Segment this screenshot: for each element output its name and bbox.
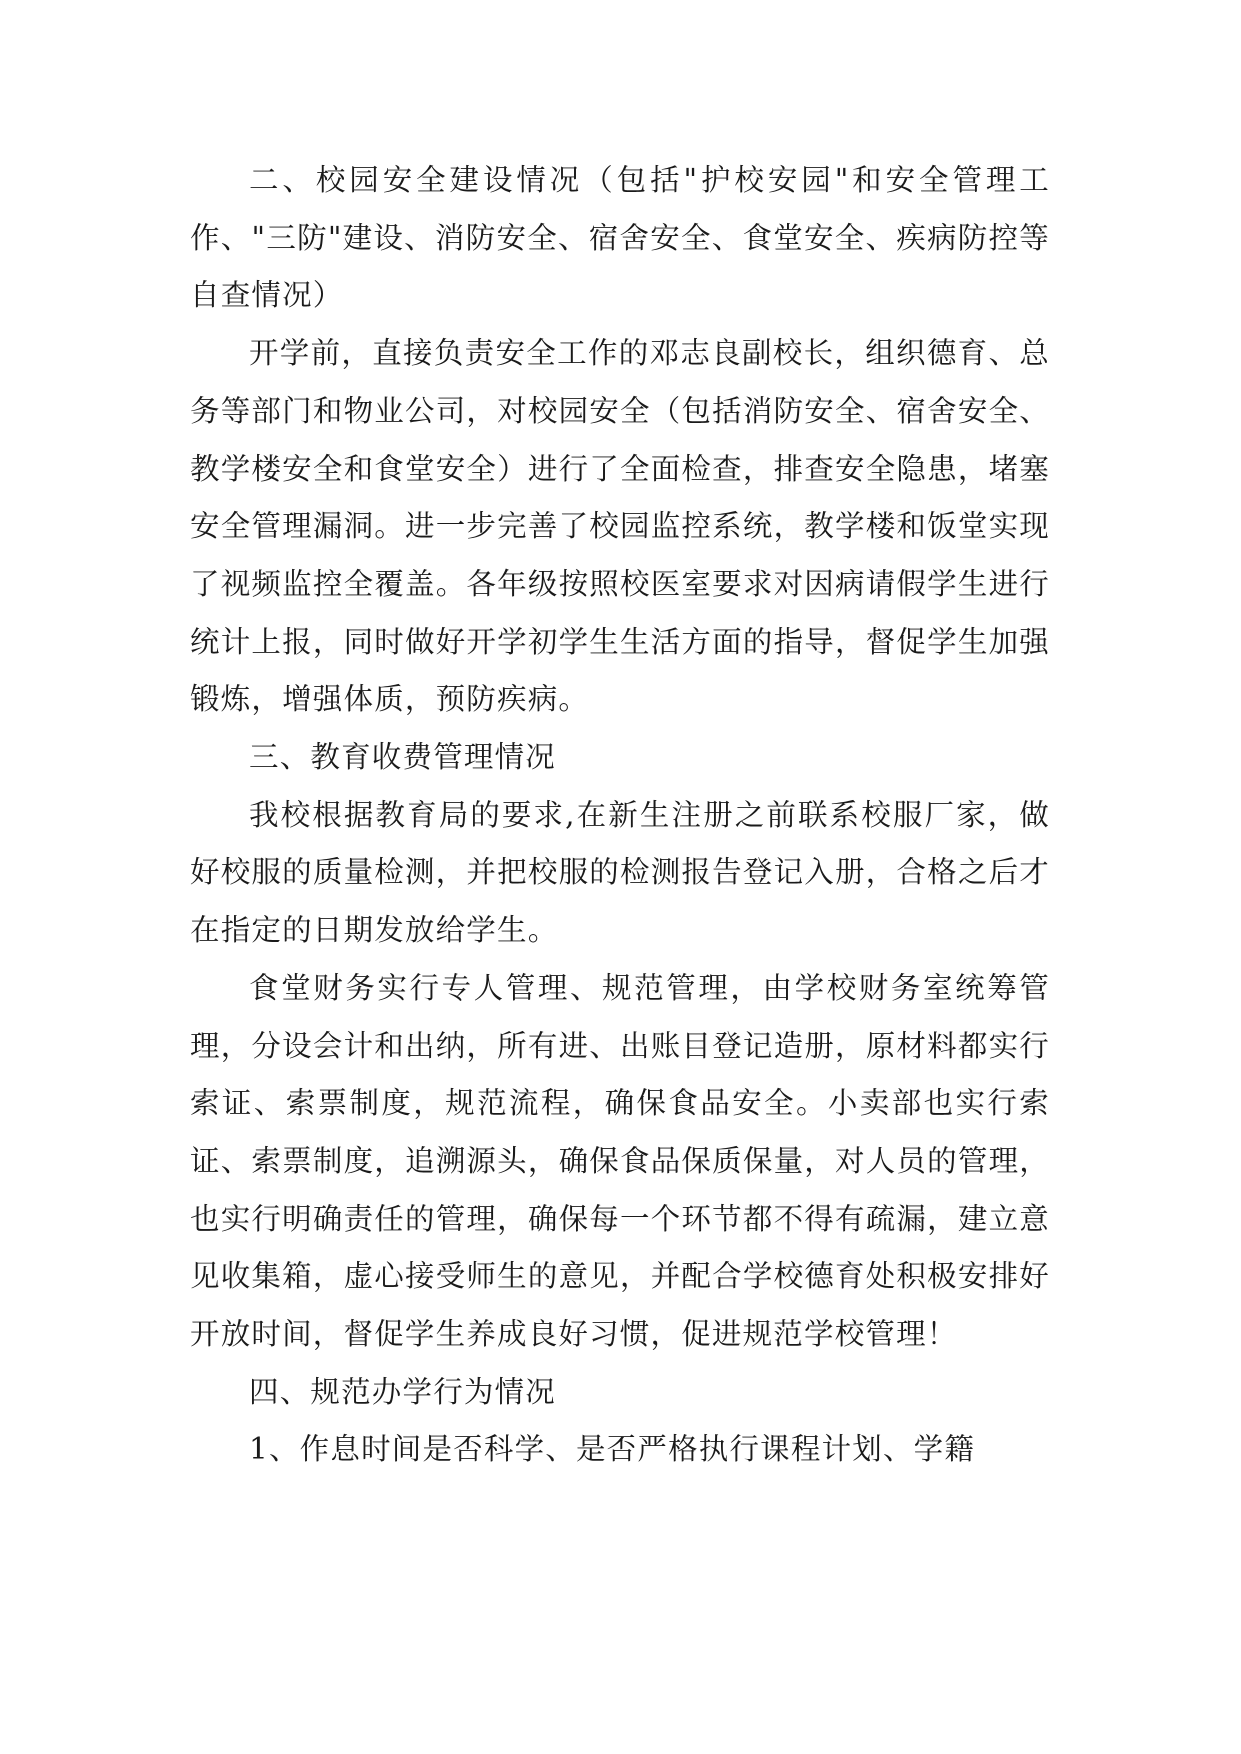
paragraph-uniform-inspection: 我校根据教育局的要求,在新生注册之前联系校服厂家，做好校服的质量检测，并把校服的检测报告登记入册，合格之后才在指定的日期发放给学生。 (190, 797, 1050, 948)
section-heading-school-conduct: 四、规范办学行为情况 (249, 1374, 557, 1409)
paragraph-canteen-finance: 食堂财务实行专人管理、规范管理，由学校财务室统筹管理，分设会计和出纳，所有进、出账目登记造册，原材料都实行索证、索票制度，规范流程，确保食品安全。小卖部也实行索证、索票制度，追溯源头，确保食品保质保量，对人员的管理，也实行明确责任的管理，确保每一个环节都不得有疏漏，建立意见收集箱，虚心接受师生的意见，并配合学校德育处积极安排好开放时间，督促学生养成良好习惯，促进规范学校管理！ (190, 970, 1050, 1352)
section-heading-campus-safety: 二、校园安全建设情况（包括"护校安园"和安全管理工作、"三防"建设、消防安全、宿舍安全、食堂安全、疾病防控等自查情况） (190, 163, 1050, 313)
paragraph-schedule-item-1: 1、作息时间是否科学、是否严格执行课程计划、学籍 (249, 1432, 976, 1467)
section-heading-fee-management: 三、教育收费管理情况 (249, 740, 557, 775)
document-body (190, 152, 1050, 1479)
paragraph-safety-inspection: 开学前，直接负责安全工作的邓志良副校长，组织德育、总务等部门和物业公司，对校园安全（包括消防安全、宿舍安全、教学楼安全和食堂安全）进行了全面检查，排查安全隐患，堵塞安全管理漏洞。进一步完善了校园监控系统，教学楼和饭堂实现了视频监控全覆盖。各年级按照校医室要求对因病请假学生进行统计上报，同时做好开学初学生生活方面的指导，督促学生加强锻炼，增强体质，预防疾病。 (190, 336, 1050, 717)
